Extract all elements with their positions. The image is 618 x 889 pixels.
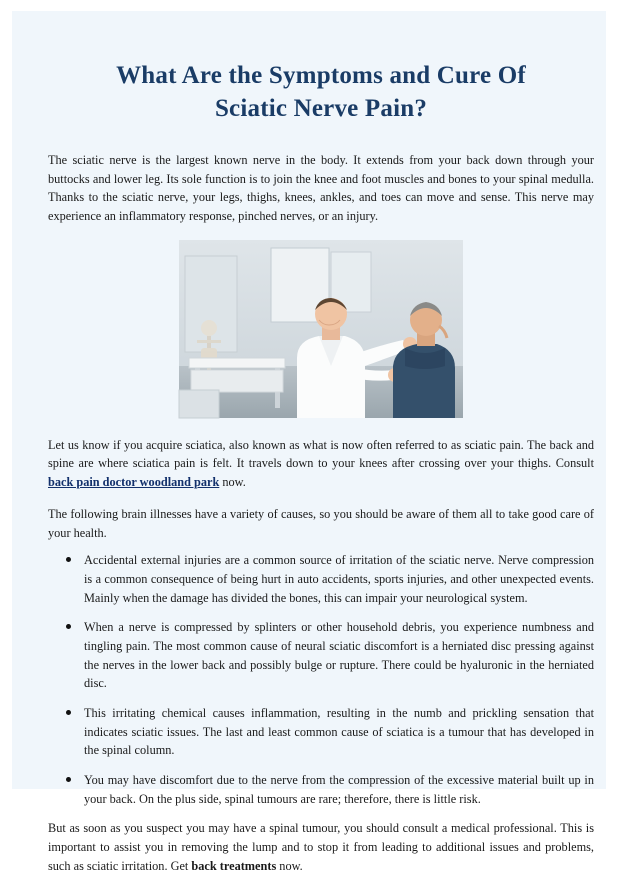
paragraph-conclusion-text-2: now. xyxy=(276,858,303,873)
list-item xyxy=(48,618,594,693)
document-sheet xyxy=(12,11,606,873)
paragraph-conclusion xyxy=(48,819,594,875)
document-content xyxy=(48,59,594,889)
causes-list xyxy=(48,551,594,808)
list-item-text: When a nerve is compressed by splinters or other household debris, you experience numbness and tingling pain. The most common cause of neural sciatic discomfort is a herniated disc pressing against the nerves in the lower back and possibly bulge or rupture. There could be hyaluronic in the herniated disc. xyxy=(84,620,594,691)
back-pain-doctor-link[interactable]: back pain doctor woodland park xyxy=(48,475,220,490)
bullet-dot-icon xyxy=(66,624,71,629)
list-item xyxy=(48,551,594,607)
bullet-dot-icon xyxy=(66,777,71,782)
paragraph-intro: The sciatic nerve is the largest known nerve in the body. It extends from your back down through your buttocks and lower leg. Its sole function is to join the knee and foot muscles and bones to your spinal medulla. Thanks to the sciatic nerve, your legs, thighs, knees, ankles, and toes can move and sense. This nerve may experience an inflammatory response, pinched nerves, or an injury. xyxy=(48,153,594,224)
paragraph-sciatica-text-1: Let us know if you acquire sciatica, also known as what is now often referred to as sciatic pain. The back and spine are where sciatica pain is felt. It travels down to your knees after crossing over your thighs. Consult xyxy=(48,437,594,471)
list-item xyxy=(48,704,594,760)
bullet-dot-icon xyxy=(66,557,71,562)
back-treatments-emphasis: back treatments xyxy=(191,858,277,873)
bullet-dot-icon xyxy=(66,710,71,715)
article-image xyxy=(179,240,463,418)
list-item-text: Accidental external injuries are a common source of irritation of the sciatic nerve. Nerve compression is a common consequence of being hurt in auto accidents, sports injuries, and other unexpected events. Mainly when the damage has divided the bones, this can impair your neurological system. xyxy=(84,553,594,605)
paragraph-sciatica-text-2: now. xyxy=(219,475,246,490)
paragraph-causes-intro: The following brain illnesses have a variety of causes, so you should be aware of them all to take good care of your health. xyxy=(48,506,594,540)
page-title: What Are the Symptoms and Cure Of Sciatic Nerve Pain? xyxy=(116,62,526,122)
list-item-text: This irritating chemical causes inflammation, resulting in the numb and prickling sensation that indicates sciatic issues. The last and least common cause of sciatica is a tumour that has developed in the spinal column. xyxy=(84,706,594,758)
list-item-text: You may have discomfort due to the nerve from the compression of the excessive material built up in your back. On the plus side, spinal tumours are rare; therefore, there is little risk. xyxy=(84,773,594,806)
paragraph-sciatica xyxy=(48,436,594,492)
paragraph-conclusion-text-1: But as soon as you suspect you may have a spinal tumour, you should consult a medical professional. This is important to assist you in removing the lump and to stop it from leading to additional issues and problems, such as sciatic irritation. Get xyxy=(48,821,594,873)
list-item xyxy=(48,771,594,808)
